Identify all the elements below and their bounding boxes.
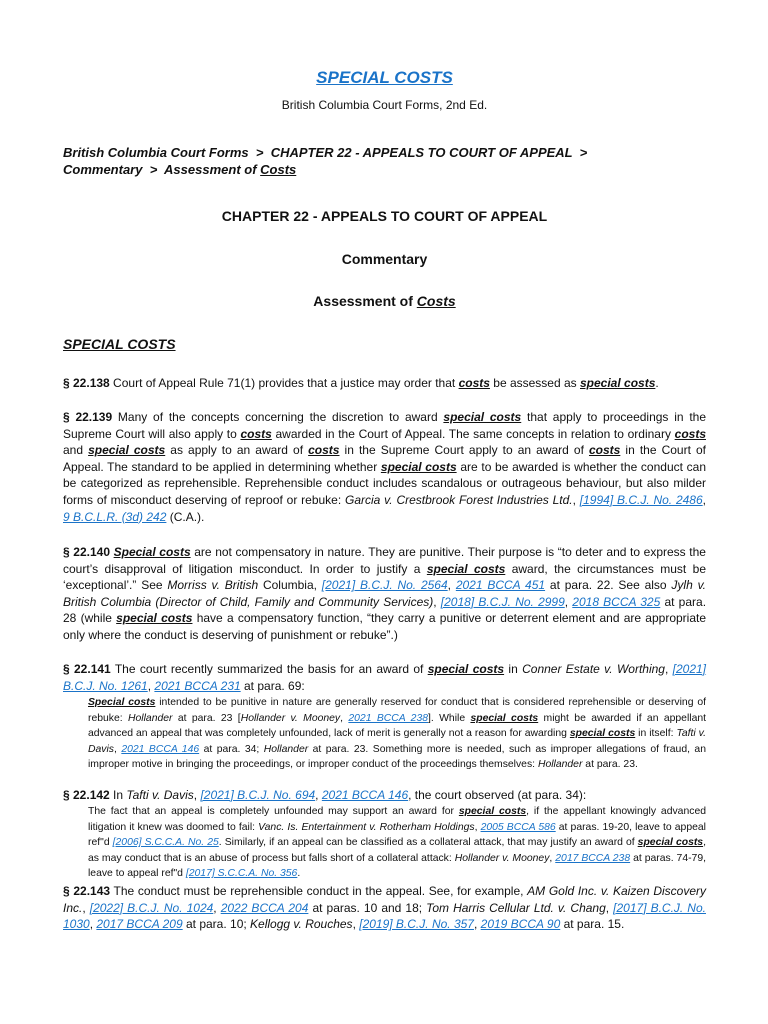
- citation-link[interactable]: [2006] S.C.C.A. No. 25: [112, 837, 219, 849]
- paragraph-22-139: § 22.139 Many of the concepts concerning the discretion to award special costs that apply to proceedings in the Supreme Court will also apply to costs awarded in the Court of Appeal. The same concepts in relation to ordinary costs and special costs as apply to an award of costs in the Supreme Court apply to an award of costs in the Court of Appeal. The standard to be applied in determining whether special costs are to be awarded is whether the conduct can be categorized as reprehensible. Reprehensible conduct includes scandalous or outrageous behaviour, but also milder forms of misconduct deserving of reproof or rebuke: Garcia v. Crestbrook Forest Industries Ltd., [1994] B.C.J. No. 2486, 9 B.C.L.R. (3d) 242 (C.A.).: [63, 410, 707, 524]
- citation-link[interactable]: [2021] B.C.J. No. 2564: [321, 578, 448, 593]
- block-quote-22-141: Special costs intended to be punitive in nature are generally reserved for conduct that is considered reprehensible or deserving of rebuke: Hollander at para. 23 [Hollander v. Mooney, 2021 BCCA 238]. While special costs might be awarded if an appellant advanced an appeal that was completely unfounded, lack of merit is generally not a reason for awarding special costs in itself: Tafti v. Davis, 2021 BCCA 146 at para. 34; Hollander at para. 23. Something more is needed, such as improper allegations of fraud, an improper motive in bringing the proceedings, or improper conduct of the proceedings themselves: Hollander at para. 23.: [88, 697, 707, 771]
- breadcrumb-separator: >: [149, 162, 158, 177]
- document-title: SPECIAL COSTS: [316, 68, 453, 87]
- citation-link[interactable]: 2017 BCCA 209: [96, 917, 183, 932]
- breadcrumb-separator: >: [255, 145, 264, 160]
- citation-link[interactable]: [2018] B.C.J. No. 2999: [440, 594, 565, 609]
- section-heading: SPECIAL COSTS: [63, 336, 176, 352]
- citation-link[interactable]: [2021] B.C.J. No. 1261: [63, 662, 707, 693]
- paragraph-22-143: § 22.143 The conduct must be reprehensible conduct in the appeal. See, for example, AM Gold Inc. v. Kaizen Discovery Inc., [2022] B.C.J. No. 1024, 2022 BCCA 204 at paras. 10 and 18; Tom Harris Cellular Ltd. v. Chang, [2017] B.C.J. No. 1030, 2017 BCCA 209 at para. 10; Kellogg v. Rouches, [2019] B.C.J. No. 357, 2019 BCCA 90 at para. 15.: [63, 884, 707, 932]
- citation-link[interactable]: 2018 BCCA 325: [572, 594, 661, 609]
- citation-link[interactable]: 2021 BCCA 146: [121, 743, 200, 755]
- assessment-heading: Assessment of Costs: [313, 293, 456, 309]
- paragraph-22-138: § 22.138 Court of Appeal Rule 71(1) provides that a justice may order that costs be assessed as special costs.: [63, 376, 659, 390]
- paragraph-22-140: § 22.140 Special costs are not compensatory in nature. They are punitive. Their purpose is “to deter and to express the court’s disapproval of litigation misconduct. In order to justify a special costs award, the circumstances must be ‘exceptional’.” See Morriss v. British Columbia, [2021] B.C.J. No. 2564, 2021 BCCA 451 at para. 22. See also Jylh v. British Columbia (Director of Child, Family and Community Services), [2018] B.C.J. No. 2999, 2018 BCCA 325 at para. 28 (while special costs have a compensatory function, “they carry a punitive or deterrent element and are appropriate only where the conduct is deserving of punishment or rebuke”.): [63, 545, 707, 642]
- breadcrumb-item-chapter[interactable]: CHAPTER 22 - APPEALS TO COURT OF APPEAL: [270, 145, 573, 160]
- citation-link[interactable]: [2019] B.C.J. No. 357: [359, 917, 474, 932]
- block-quote-22-142: The fact that an appeal is completely unfounded may support an award for special costs, if the appellant knowingly advanced litigation it knew was doomed to fail: Vanc. Is. Entertainment v. Rotherham Holdings, 2005 BCCA 586 at paras. 19-20, leave to appeal ref"d [2006] S.C.C.A. No. 25. Similarly, if an appeal can be classified as a collateral attack, that may justify an award of special costs, as may conduct that is an abuse of process but falls short of a collateral attack: Hollander v. Mooney, 2017 BCCA 238 at paras. 74-79, leave to appeal ref"d [2017] S.C.C.A. No. 356.: [88, 806, 707, 880]
- breadcrumb: [63, 144, 706, 178]
- citation-link[interactable]: [1994] B.C.J. No. 2486: [579, 492, 703, 507]
- chapter-heading: CHAPTER 22 - APPEALS TO COURT OF APPEAL: [221, 208, 548, 224]
- citation-link[interactable]: 2005 BCCA 586: [480, 821, 556, 833]
- paragraph-22-142: § 22.142 In Tafti v. Davis, [2021] B.C.J. No. 694, 2021 BCCA 146, the court observed (at para. 34):: [63, 788, 587, 802]
- breadcrumb-separator: >: [579, 145, 588, 160]
- commentary-heading: Commentary: [341, 251, 428, 267]
- citation-link[interactable]: 2021 BCCA 238: [348, 712, 428, 724]
- paragraph-22-141: § 22.141 The court recently summarized the basis for an award of special costs in Conner Estate v. Worthing, [2021] B.C.J. No. 1261, 2021 BCCA 231 at para. 69:: [63, 662, 707, 693]
- citation-link[interactable]: 9 B.C.L.R. (3d) 242: [63, 509, 167, 524]
- citation-link[interactable]: [2021] B.C.J. No. 694: [200, 788, 316, 802]
- citation-link[interactable]: [2017] S.C.C.A. No. 356: [185, 868, 298, 880]
- citation-link[interactable]: 2017 BCCA 238: [555, 852, 631, 864]
- document-subtitle: British Columbia Court Forms, 2nd Ed.: [281, 98, 488, 112]
- citation-link[interactable]: 2019 BCCA 90: [480, 917, 561, 932]
- breadcrumb-item-commentary[interactable]: Commentary: [63, 162, 143, 177]
- citation-link[interactable]: 2022 BCCA 204: [220, 900, 309, 915]
- breadcrumb-item-forms[interactable]: British Columbia Court Forms: [63, 145, 249, 160]
- citation-link[interactable]: [2022] B.C.J. No. 1024: [89, 900, 214, 915]
- citation-link[interactable]: 2021 BCCA 451: [455, 578, 546, 593]
- citation-link[interactable]: [2017] B.C.J. No. 1030: [63, 900, 706, 932]
- breadcrumb-item-assessment[interactable]: Assessment of Costs: [164, 162, 297, 177]
- citation-link[interactable]: 2021 BCCA 231: [154, 678, 241, 693]
- citation-link[interactable]: 2021 BCCA 146: [321, 788, 409, 802]
